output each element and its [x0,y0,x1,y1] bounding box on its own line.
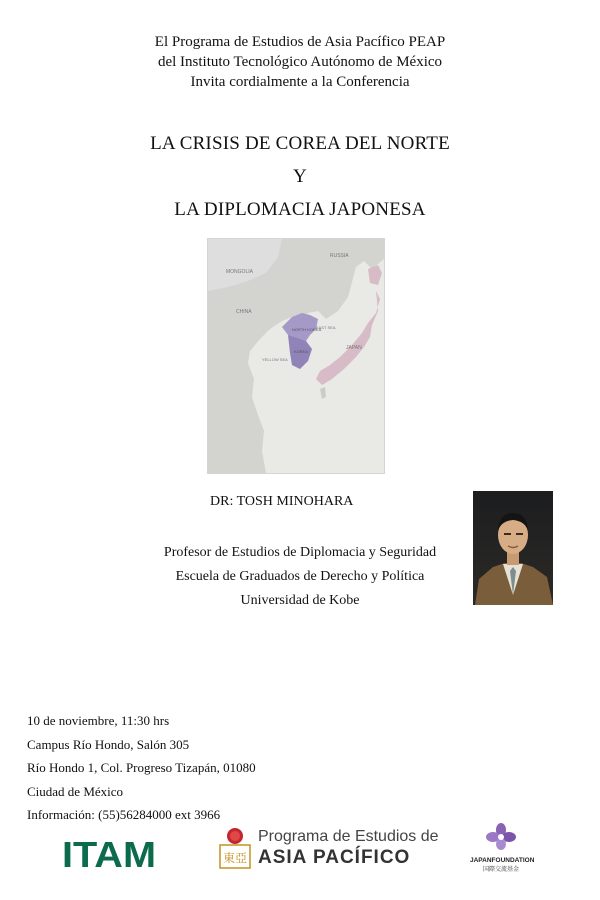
map-label-russia: RUSSIA [330,253,349,259]
peap-logo [218,826,439,870]
speaker-photo [473,491,553,605]
map-label-east-sea: EAST SEA [316,325,336,330]
speaker-role: Profesor de Estudios de Diplomacia y Seguridad [163,545,437,560]
speaker-photo-graphic [473,491,553,605]
event-date-time: 10 de noviembre, 11:30 hrs [27,713,170,728]
invitation-header [0,32,600,92]
japan-foundation-flower-icon [485,822,517,852]
speaker-school: Escuela de Graduados de Derecho y Política [175,569,425,584]
peap-seal-icon [218,826,252,870]
peap-logo-line-2: ASIA PACÍFICO [258,847,411,868]
japan-foundation-name: JAPANFOUNDATION [470,857,535,864]
speaker-name: DR: TOSH MINOHARA [210,494,354,509]
event-address: Río Hondo 1, Col. Progreso Tizapán, 01080 [27,760,256,775]
header-line-1: El Programa de Estudios de Asia Pacífico PEAP [154,34,446,50]
peap-logo-text [258,827,439,869]
speaker-affiliation [100,541,500,613]
conference-title-line-2: Y [293,166,307,187]
peap-logo-line-1: Programa de Estudios de [258,828,439,845]
event-venue: Campus Río Hondo, Salón 305 [27,736,190,752]
map-graphic [208,239,384,473]
peap-seal-text: 東亞 [222,851,248,865]
event-details [27,709,256,827]
itam-logo-graphic [62,836,158,870]
speaker-university: Universidad de Kobe [240,593,360,608]
japan-foundation-subtitle: 国際交流基金 [482,867,519,873]
header-line-2: del Instituto Tecnológico Autónomo de México [157,54,443,70]
header-line-3: Invita cordialmente a la Conferencia [190,74,410,90]
map-label-china: CHINA [236,309,252,315]
map-label-north-korea: NORTH KOREA [292,327,322,332]
map-label-japan: JAPAN [346,345,362,351]
itam-logo [62,836,158,875]
map-label-mongolia: MONGOLIA [226,269,253,275]
conference-title-line-3: LA DIPLOMACIA JAPONESA [174,199,426,220]
east-asia-map [207,238,385,474]
map-label-korea: KOREA [294,349,309,354]
conference-title-line-1: LA CRISIS DE COREA DEL NORTE [150,133,450,154]
japan-foundation-logo [470,822,535,873]
event-contact-info: Información: (55)56284000 ext 3966 [27,807,221,822]
itam-logo-text: ITAM [62,836,156,870]
map-label-yellow-sea: YELLOW SEA [262,357,288,362]
event-city: Ciudad de México [27,783,124,799]
